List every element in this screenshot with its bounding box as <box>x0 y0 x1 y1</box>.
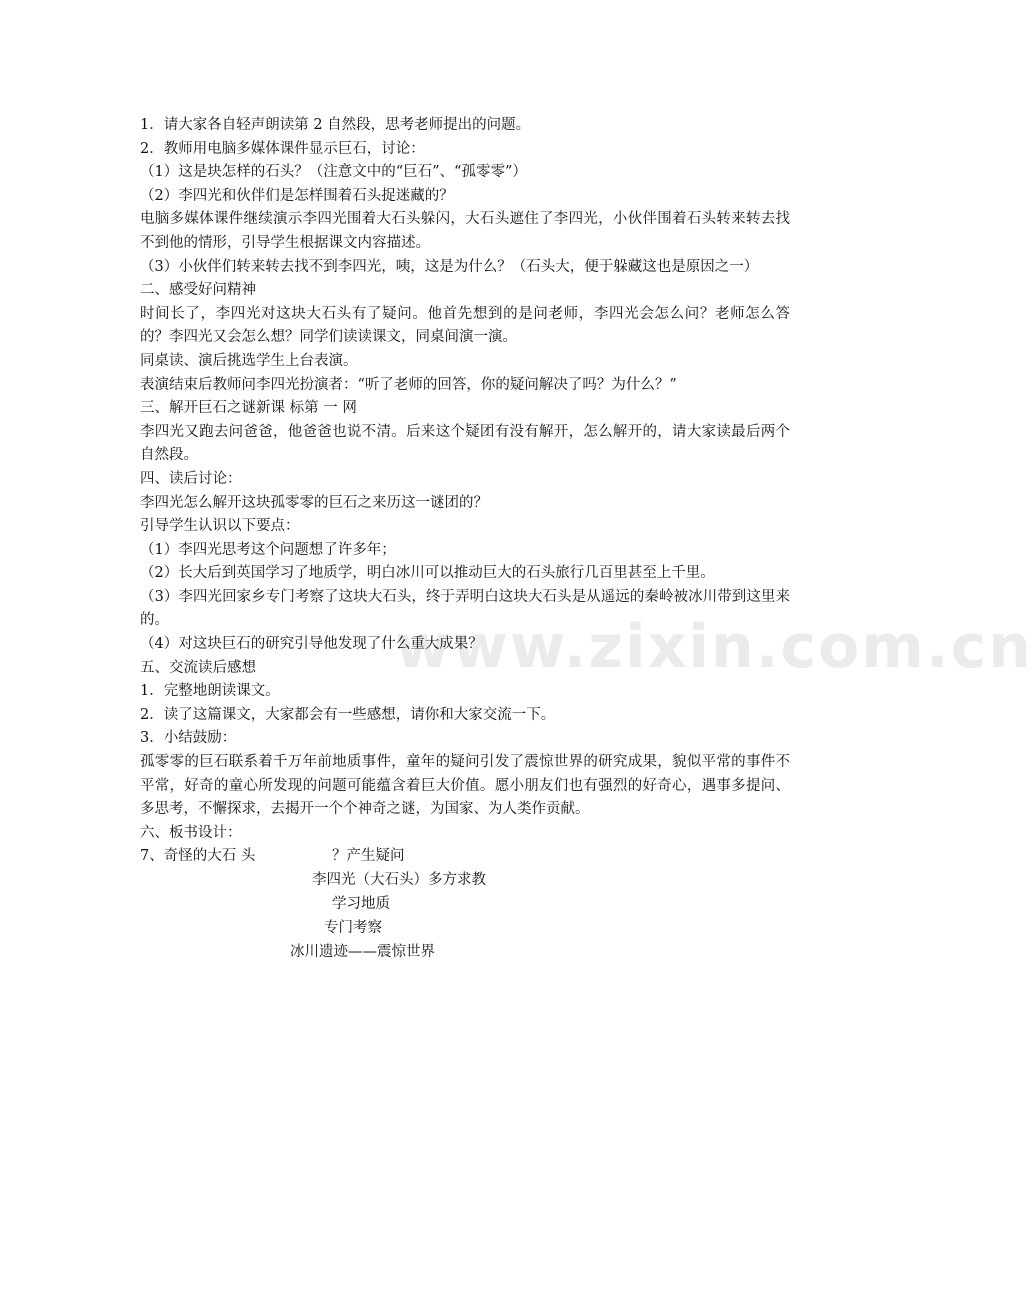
paragraph: 表演结束后教师问李四光扮演者：“听了老师的回答，你的疑问解决了吗？为什么？” <box>140 376 677 393</box>
paragraph: （1）这是块怎样的石头？（注意文中的“巨石”、“孤零零”） <box>140 164 527 181</box>
paragraph: （2）李四光和伙伴们是怎样围着石头捉迷藏的？ <box>140 187 454 204</box>
paragraph: 1．请大家各自轻声朗读第 2 自然段，思考老师提出的问题。 <box>140 117 531 133</box>
board-line: 李四光（大石头）多方求教 <box>312 872 486 889</box>
board-line: 专门考察 <box>324 920 382 937</box>
section-heading: 二、感受好问精神 <box>140 282 256 299</box>
paragraph: 时间长了，李四光对这块大石头有了疑问。他首先想到的是问老师，李四光会怎么问？老师怎么答的？李四光又会怎么想？同学们读读课文，同桌间演一演。 <box>140 305 790 346</box>
paragraph: 2．教师用电脑多媒体课件显示巨石，讨论： <box>140 140 425 157</box>
board-line: 学习地质 <box>332 896 390 913</box>
section-heading: 五、交流读后感想 <box>140 659 256 676</box>
paragraph: 1．完整地朗读课文。 <box>140 683 280 700</box>
watermark: www.zixin.com.cn <box>395 612 1033 682</box>
paragraph: 3．小结鼓励： <box>140 730 237 747</box>
paragraph: （4）对这块巨石的研究引导他发现了什么重大成果？ <box>140 636 483 653</box>
board-line: ？产生疑问 <box>332 848 405 865</box>
paragraph: 孤零零的巨石联系着千万年前地质事件，童年的疑问引发了震惊世界的研究成果，貌似平常的事件不平常，好奇的童心所发现的问题可能蕴含着巨大价值。愿小朋友们也有强烈的好奇心，遇事多提问、多思考，不懈探求，去揭开一个个神奇之谜，为国家、为人类作贡献。 <box>140 754 790 818</box>
board-title: 7、奇怪的大石 头 <box>140 848 256 865</box>
paragraph: （1）李四光思考这个问题想了许多年； <box>140 541 396 558</box>
paragraph: （2）长大后到英国学习了地质学，明白冰川可以推动巨大的石头旅行几百里甚至上千里。 <box>140 565 715 582</box>
paragraph: 2．读了这篇课文，大家都会有一些感想，请你和大家交流一下。 <box>140 706 556 723</box>
document-body <box>140 114 790 965</box>
paragraph: 电脑多媒体课件继续演示李四光围着大石头躲闪，大石头遮住了李四光，小伙伴围着石头转来转去找不到他的情形，引导学生根据课文内容描述。 <box>140 211 790 251</box>
paragraph: （3）李四光回家乡专门考察了这块大石头，终于弄明白这块大石头是从遥远的秦岭被冰川带到这里来的。 <box>140 588 790 629</box>
paragraph: 李四光怎么解开这块孤零零的巨石之来历这一谜团的？ <box>140 494 488 511</box>
section-heading: 四、读后讨论： <box>140 470 242 487</box>
paragraph: 引导学生认识以下要点： <box>140 518 300 535</box>
paragraph: 李四光又跑去问爸爸，他爸爸也说不清。后来这个疑团有没有解开，怎么解开的，请大家读最后两个自然段。 <box>140 423 790 464</box>
board-design <box>140 845 790 965</box>
section-heading: 六、板书设计： <box>140 824 242 841</box>
paragraph: 同桌读、演后挑选学生上台表演。 <box>140 352 358 369</box>
board-line: 冰川遗迹——震惊世界 <box>290 944 435 961</box>
section-heading: 三、解开巨石之谜新课 标第 一 网 <box>140 400 357 417</box>
paragraph: （3）小伙伴们转来转去找不到李四光，咦，这是为什么？（石头大，便于躲藏这也是原因之一） <box>140 258 759 275</box>
